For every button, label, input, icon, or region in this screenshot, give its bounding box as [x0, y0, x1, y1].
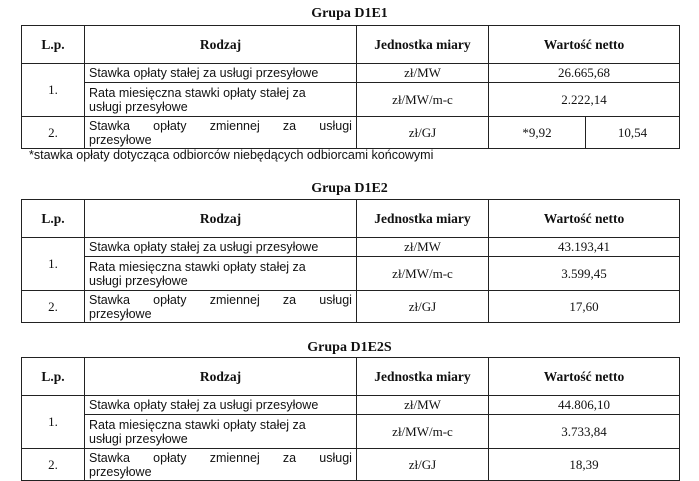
header-wartosc: Wartość netto [489, 26, 680, 64]
row-rodzaj: Stawka opłaty stałej za usługi przesyłowe [85, 238, 357, 257]
word: usługi [319, 450, 352, 465]
row-value: 44.806,10 [489, 396, 680, 415]
table-header-row [22, 358, 680, 396]
row-unit: zł/MW/m-c [357, 257, 489, 291]
table-row [22, 257, 680, 291]
row-lp: 2. [22, 291, 85, 323]
header-jednostka: Jednostka miary [357, 358, 489, 396]
word: usługi [319, 292, 352, 307]
row-unit: zł/MW [357, 238, 489, 257]
table-row [22, 415, 680, 449]
word: Stawka [89, 292, 130, 307]
row-rodzaj [85, 449, 357, 481]
row-value: 26.665,68 [489, 64, 680, 83]
row-lp: 1. [22, 396, 85, 449]
group-title-d1e2s: Grupa D1E2S [307, 340, 392, 355]
row-rodzaj: Stawka opłaty stałej za usługi przesyłowe [85, 396, 357, 415]
table-row [22, 64, 680, 83]
tariff-table-d1e2s [21, 357, 680, 481]
header-jednostka: Jednostka miary [357, 26, 489, 64]
row-rodzaj-line2: usługi przesyłowe [89, 431, 188, 446]
table-row [22, 238, 680, 257]
row-unit: zł/MW [357, 64, 489, 83]
word: za [282, 292, 297, 307]
row-value: 3.599,45 [489, 257, 680, 291]
group-title-d1e2: Grupa D1E2 [311, 181, 388, 196]
row-value: 18,39 [489, 449, 680, 481]
word: za [282, 118, 297, 133]
row-rodzaj-line2: usługi przesyłowe [89, 273, 188, 288]
word: Stawka [89, 118, 130, 133]
row-unit: zł/GJ [357, 449, 489, 481]
row-rodzaj-line2: przesyłowe [89, 132, 152, 147]
tariff-table-d1e1 [21, 25, 680, 149]
word: za [282, 450, 297, 465]
row-unit: zł/GJ [357, 291, 489, 323]
row-rodzaj [85, 117, 357, 149]
row-value-b: 10,54 [586, 117, 680, 149]
header-lp: L.p. [22, 358, 85, 396]
header-wartosc: Wartość netto [489, 358, 680, 396]
row-lp: 1. [22, 238, 85, 291]
word: zmiennej [209, 118, 260, 133]
word: opłaty [153, 118, 187, 133]
header-rodzaj: Rodzaj [85, 26, 357, 64]
word: Stawka [89, 450, 130, 465]
row-value: 17,60 [489, 291, 680, 323]
header-wartosc: Wartość netto [489, 200, 680, 238]
row-rodzaj [85, 83, 357, 117]
table-row [22, 117, 680, 149]
table-header-row [22, 26, 680, 64]
header-rodzaj: Rodzaj [85, 358, 357, 396]
row-rodzaj [85, 257, 357, 291]
row-value: 3.733,84 [489, 415, 680, 449]
tariff-table-d1e2 [21, 199, 680, 323]
table-header-row [22, 200, 680, 238]
header-jednostka: Jednostka miary [357, 200, 489, 238]
group-title-d1e1: Grupa D1E1 [311, 6, 388, 21]
row-rodzaj-line1: Rata miesięczna stawki opłaty stałej za [89, 259, 306, 274]
word: zmiennej [209, 292, 260, 307]
row-value-a: *9,92 [489, 117, 586, 149]
row-lp: 1. [22, 64, 85, 117]
word: usługi [319, 118, 352, 133]
row-unit: zł/GJ [357, 117, 489, 149]
word: opłaty [153, 292, 187, 307]
row-rodzaj: Stawka opłaty stałej za usługi przesyłowe [85, 64, 357, 83]
row-rodzaj-line2: przesyłowe [89, 464, 152, 479]
row-rodzaj [85, 291, 357, 323]
row-value: 43.193,41 [489, 238, 680, 257]
row-unit: zł/MW/m-c [357, 83, 489, 117]
row-lp: 2. [22, 449, 85, 481]
row-rodzaj-line1 [89, 451, 352, 465]
row-lp: 2. [22, 117, 85, 149]
row-rodzaj-line2: usługi przesyłowe [89, 99, 188, 114]
footnote: *stawka opłaty dotycząca odbiorców niebędących odbiorcami końcowymi [29, 148, 434, 162]
row-rodzaj-line1 [89, 293, 352, 307]
row-rodzaj-line1: Rata miesięczna stawki opłaty stałej za [89, 85, 306, 100]
row-value: 2.222,14 [489, 83, 680, 117]
word: opłaty [153, 450, 187, 465]
row-unit: zł/MW/m-c [357, 415, 489, 449]
table-row [22, 83, 680, 117]
word: zmiennej [209, 450, 260, 465]
table-row [22, 396, 680, 415]
row-rodzaj-line2: przesyłowe [89, 306, 152, 321]
table-row [22, 449, 680, 481]
header-lp: L.p. [22, 26, 85, 64]
table-row [22, 291, 680, 323]
header-lp: L.p. [22, 200, 85, 238]
row-rodzaj [85, 415, 357, 449]
row-rodzaj-line1 [89, 119, 352, 133]
row-rodzaj-line1: Rata miesięczna stawki opłaty stałej za [89, 417, 306, 432]
row-unit: zł/MW [357, 396, 489, 415]
header-rodzaj: Rodzaj [85, 200, 357, 238]
